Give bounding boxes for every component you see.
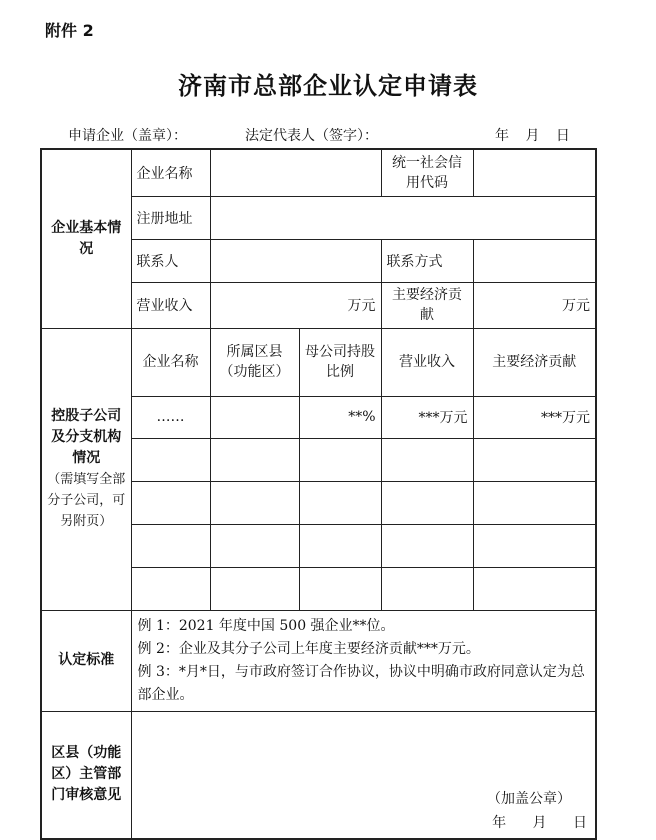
col-economic-contribution: 主要经济贡献 bbox=[473, 328, 596, 396]
criteria-example-1: 例 1：2021 年度中国 500 强企业**位。 bbox=[137, 617, 395, 634]
applicant-seal-label: 申请企业（盖章）： bbox=[68, 128, 187, 144]
criteria-example-3: 例 3：*月*日，与市政府签订合作协议，协议中明确市政府同意认定为总部企业。 bbox=[137, 663, 585, 703]
credit-code-field[interactable] bbox=[473, 149, 596, 196]
subsidiaries-title: 控股子公司及分支机构情况 bbox=[51, 408, 122, 466]
contact-method-label: 联系方式 bbox=[381, 239, 473, 282]
section-criteria: 认定标准 bbox=[41, 610, 131, 711]
table-cell[interactable] bbox=[381, 567, 473, 610]
table-cell[interactable] bbox=[381, 481, 473, 524]
registered-address-label: 注册地址 bbox=[131, 196, 210, 239]
col-revenue: 营业收入 bbox=[381, 328, 473, 396]
col-district: 所属区县（功能区） bbox=[210, 328, 299, 396]
table-cell[interactable] bbox=[131, 481, 210, 524]
table-cell[interactable] bbox=[210, 567, 299, 610]
table-cell[interactable] bbox=[131, 438, 210, 481]
table-cell[interactable] bbox=[131, 567, 210, 610]
table-cell[interactable] bbox=[473, 524, 596, 567]
table-cell[interactable] bbox=[381, 438, 473, 481]
contact-person-label: 联系人 bbox=[131, 239, 210, 282]
revenue-field[interactable]: 万元 bbox=[210, 282, 381, 328]
table-cell[interactable] bbox=[473, 567, 596, 610]
section-basic-info: 企业基本情况 bbox=[41, 149, 131, 328]
table-cell[interactable] bbox=[210, 481, 299, 524]
economic-contribution-field[interactable]: 万元 bbox=[473, 282, 596, 328]
company-name-field[interactable] bbox=[210, 149, 381, 196]
revenue-label: 营业收入 bbox=[131, 282, 210, 328]
review-opinion-field[interactable] bbox=[131, 711, 596, 839]
example-contribution-cell[interactable]: ***万元 bbox=[473, 396, 596, 438]
form-title: 济南市总部企业认定申请表 bbox=[178, 72, 478, 100]
table-cell[interactable] bbox=[210, 438, 299, 481]
col-company-name: 企业名称 bbox=[131, 328, 210, 396]
table-cell[interactable] bbox=[381, 524, 473, 567]
example-company-cell[interactable]: …… bbox=[131, 396, 210, 438]
contact-method-field[interactable] bbox=[473, 239, 596, 282]
table-cell[interactable] bbox=[210, 524, 299, 567]
example-revenue-cell[interactable]: ***万元 bbox=[381, 396, 473, 438]
example-district-cell[interactable] bbox=[210, 396, 299, 438]
registered-address-field[interactable] bbox=[210, 196, 596, 239]
table-cell[interactable] bbox=[473, 438, 596, 481]
header-date: 年 月 日 bbox=[495, 128, 570, 144]
application-form-table bbox=[40, 148, 597, 840]
criteria-example-2: 例 2：企业及其分子公司上年度主要经济贡献***万元。 bbox=[137, 640, 480, 657]
col-shareholding: 母公司持股比例 bbox=[299, 328, 381, 396]
review-date: 年 月 日 bbox=[492, 815, 587, 831]
annex-label: 附件 2 bbox=[45, 21, 94, 40]
table-cell[interactable] bbox=[299, 567, 381, 610]
subsidiaries-note: （需填写全部分子公司，可另附页） bbox=[47, 472, 126, 529]
table-cell[interactable] bbox=[299, 438, 381, 481]
table-cell[interactable] bbox=[131, 524, 210, 567]
example-shareholding-cell[interactable]: **% bbox=[299, 396, 381, 438]
section-subsidiaries bbox=[41, 328, 131, 610]
credit-code-label: 统一社会信用代码 bbox=[381, 149, 473, 196]
table-cell[interactable] bbox=[299, 481, 381, 524]
contact-person-field[interactable] bbox=[210, 239, 381, 282]
criteria-text[interactable] bbox=[131, 610, 596, 711]
table-cell[interactable] bbox=[299, 524, 381, 567]
company-name-label: 企业名称 bbox=[131, 149, 210, 196]
table-cell[interactable] bbox=[473, 481, 596, 524]
legal-rep-signature-label: 法定代表人（签字）： bbox=[245, 128, 378, 144]
economic-contribution-label: 主要经济贡献 bbox=[381, 282, 473, 328]
section-review: 区县（功能区）主管部门审核意见 bbox=[41, 711, 131, 839]
official-seal-label: （加盖公章） bbox=[487, 791, 571, 807]
